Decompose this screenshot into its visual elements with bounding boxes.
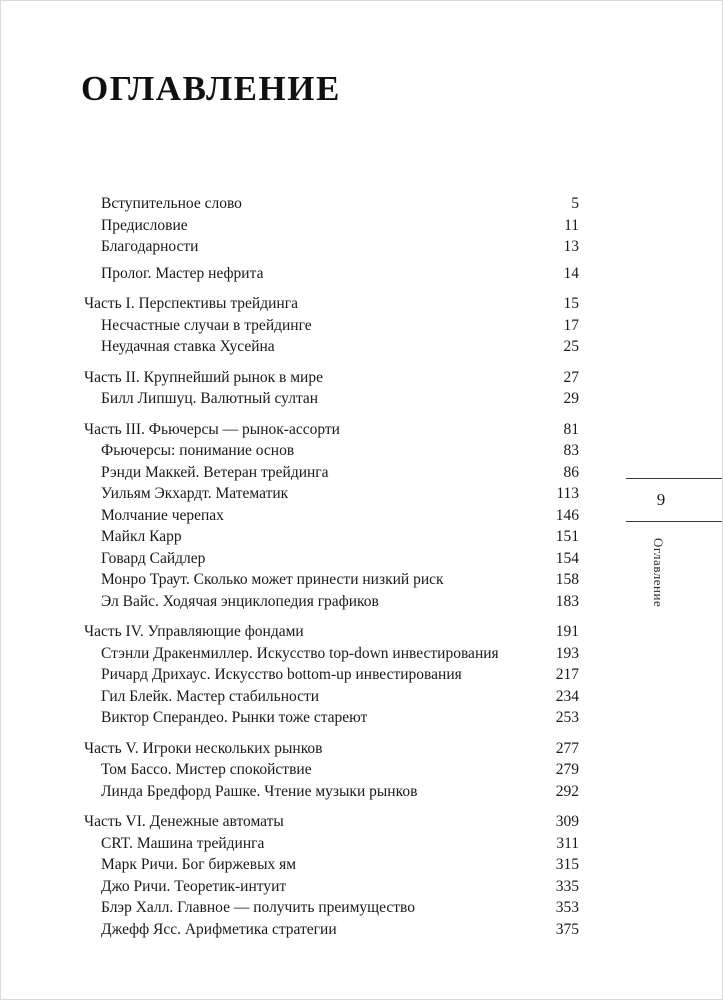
toc-entry-page: 311: [556, 834, 579, 852]
toc-entry-page: 27: [563, 368, 579, 386]
toc-entry-label: Уильям Экхардт. Математик: [101, 485, 289, 502]
toc-entry-page: 292: [555, 782, 579, 800]
toc-entry-label: Часть VI. Денежные автоматы: [84, 813, 284, 830]
toc-entry-label: Часть I. Перспективы трейдинга: [84, 295, 298, 312]
toc-entry-page: 25: [563, 338, 579, 355]
toc-entry: [84, 621, 579, 643]
toc-group: [84, 621, 579, 729]
toc-entry: [84, 336, 579, 358]
toc-entry: [84, 876, 579, 898]
toc-group: [84, 193, 579, 258]
toc-entry: [84, 897, 579, 919]
toc-entry-label: Марк Ричи. Бог биржевых ям: [101, 856, 297, 873]
toc-entry: [84, 419, 579, 441]
toc-entry-label: Благодарности: [101, 238, 199, 255]
toc-entry: [84, 263, 579, 285]
marker-bottom-rule: [626, 521, 722, 522]
toc-entry: [84, 440, 579, 462]
toc-entry: [84, 526, 579, 548]
toc-group: [84, 738, 579, 803]
toc-entry-page: 29: [563, 390, 579, 407]
toc-entry-page: 11: [564, 216, 579, 234]
toc-group: [84, 263, 579, 285]
toc-entry-page: 183: [555, 592, 579, 610]
toc-entry-label: Виктор Сперандео. Рынки тоже стареют: [101, 709, 368, 726]
margin-marker: [626, 478, 722, 607]
toc-entry: [84, 315, 579, 337]
toc-entry-label: Эл Вайс. Ходячая энциклопедия графиков: [101, 592, 379, 610]
toc-group: [84, 419, 579, 613]
toc-entry-label: Вступительное слово: [101, 195, 242, 212]
toc-entry: [84, 388, 579, 410]
toc-entry-page: 83: [563, 442, 579, 459]
toc-entry-label: Джо Ричи. Теоретик-интуит: [101, 877, 287, 895]
toc-entry-page: 113: [556, 485, 579, 502]
toc-group: [84, 811, 579, 940]
toc-entry: [84, 591, 579, 613]
toc-entry: [84, 919, 579, 941]
toc-entry: [84, 643, 579, 665]
toc-entry: [84, 193, 579, 215]
toc-entry-page: 315: [555, 856, 579, 873]
toc-entry-label: Фьючерсы: понимание основ: [101, 442, 295, 459]
toc-entry-label: Ричард Дрихаус. Искусство bottom-up инвестирования: [101, 666, 462, 683]
toc-entry-label: Стэнли Дракенмиллер. Искусство top-down инвестирования: [101, 644, 499, 662]
toc-entry-page: 158: [555, 571, 579, 588]
toc-entry: [84, 811, 579, 833]
toc-entry-label: Пролог. Мастер нефрита: [101, 264, 264, 282]
toc-entry: [84, 707, 579, 729]
toc-entry-page: 353: [555, 899, 579, 916]
toc-entry: [84, 367, 579, 389]
toc-entry-label: Часть IV. Управляющие фондами: [84, 623, 304, 640]
toc-entry-page: 146: [555, 506, 579, 524]
toc-entry-page: 13: [563, 238, 579, 255]
toc-entry-label: Предисловие: [101, 216, 188, 234]
toc-entry-label: Гил Блейк. Мастер стабильности: [101, 687, 320, 705]
toc-entry-page: 335: [555, 877, 579, 895]
toc-entry: [84, 738, 579, 760]
toc-entry-page: 217: [555, 666, 579, 683]
page-title: ОГЛАВЛЕНИЕ: [81, 69, 341, 108]
toc-entry-label: Часть II. Крупнейший рынок в мире: [84, 368, 323, 386]
toc-entry-label: Молчание черепах: [101, 506, 224, 524]
page-number: 9: [656, 490, 666, 509]
toc-group: [84, 293, 579, 358]
toc-entry-page: 15: [563, 295, 579, 312]
toc-entry: [84, 833, 579, 855]
toc-entry: [84, 686, 579, 708]
toc-entry-label: CRT. Машина трейдинга: [101, 834, 265, 852]
toc-entry-page: 279: [555, 761, 579, 778]
toc-entry-page: 14: [563, 264, 579, 282]
toc-entry: [84, 548, 579, 570]
toc-entry-label: Джефф Ясс. Арифметика стратегии: [101, 920, 337, 938]
toc-entry-label: Майкл Карр: [101, 528, 182, 545]
toc-entry-label: Часть III. Фьючерсы — рынок-ассорти: [84, 420, 340, 438]
toc-entry-page: 17: [563, 316, 579, 334]
toc-entry-label: Говард Сайдлер: [101, 549, 206, 567]
toc-list: [84, 193, 579, 949]
toc-entry: [84, 505, 579, 527]
toc-entry-page: 151: [555, 528, 579, 545]
toc-entry-label: Неудачная ставка Хусейна: [101, 338, 275, 355]
toc-entry-page: 154: [555, 549, 579, 567]
toc-entry: [84, 483, 579, 505]
toc-entry: [84, 854, 579, 876]
toc-entry: [84, 462, 579, 484]
toc-entry: [84, 236, 579, 258]
toc-entry-label: Линда Бредфорд Рашке. Чтение музыки рынков: [101, 782, 418, 800]
toc-entry-label: Рэнди Маккей. Ветеран трейдинга: [101, 463, 329, 481]
toc-entry-page: 277: [555, 739, 579, 757]
toc-entry-page: 193: [555, 644, 579, 662]
toc-entry-label: Том Бассо. Мистер спокойствие: [101, 761, 312, 778]
toc-entry-label: Часть V. Игроки нескольких рынков: [84, 739, 323, 757]
toc-entry-page: 86: [563, 463, 579, 481]
toc-group: [84, 367, 579, 410]
toc-entry: [84, 293, 579, 315]
toc-entry: [84, 759, 579, 781]
toc-entry: [84, 569, 579, 591]
toc-entry: [84, 215, 579, 237]
toc-entry-page: 253: [555, 709, 579, 726]
toc-entry-label: Билл Липшуц. Валютный султан: [101, 390, 319, 407]
toc-entry-page: 375: [555, 920, 579, 938]
chapter-label-vertical: Оглавление: [651, 538, 666, 608]
toc-entry-page: 5: [571, 195, 579, 212]
toc-entry-label: Монро Траут. Сколько может принести низкий риск: [101, 571, 444, 588]
toc-entry-label: Несчастные случаи в трейдинге: [101, 316, 312, 334]
toc-entry-page: 234: [555, 687, 579, 705]
toc-entry-page: 81: [563, 420, 579, 438]
toc-entry: [84, 781, 579, 803]
toc-entry-label: Блэр Халл. Главное — получить преимущество: [101, 899, 415, 916]
toc-entry-page: 191: [555, 623, 579, 640]
toc-entry: [84, 664, 579, 686]
toc-entry-page: 309: [555, 813, 579, 830]
